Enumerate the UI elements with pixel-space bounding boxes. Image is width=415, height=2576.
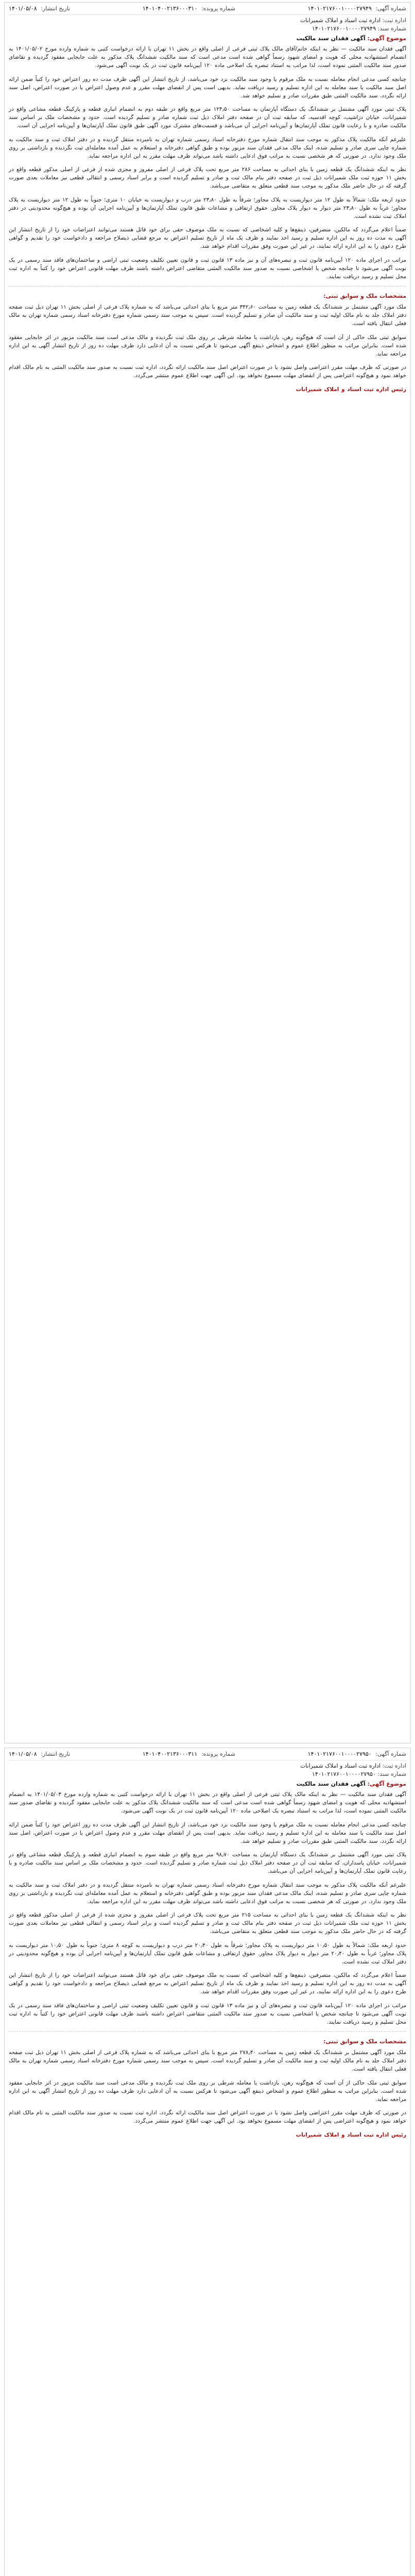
section-paragraph: ملک مورد آگهی مشتمل بر ششدانگ یک قطعه زمین به مساحت ۲۷۸٫۴۰ متر مربع با بنای احداثی می‌باشد که به شماره پلاک فرعی از اصلی بخش ۱۱ تهران ذیل ثبت صفحه دفتر املاک جلد به نام مالک اولیه ثبت و سند مالکیت آن صادر و تسلیم گردیده است. سپس به موجب سند رسمی شماره مورخ دفترخانه اسناد رسمی شماره تهران به مالک فعلی انتقال یافته است. [9,2049,406,2072]
section-paragraph: در صورتی که ظرف مهلت مقرر اعتراضی واصل نشود یا در صورت اعتراض اصل سند مالکیت ارائه نگردد، اداره ثبت نسبت به صدور سند مالکیت المثنی به نام مالک اقدام خواهد نمود و هیچ‌گونه اعتراضی پس از انقضای مهلت مسموع نخواهد بود. این آگهی جهت اطلاع عموم منتشر می‌گردد. [9,2110,406,2124]
office-label: اداره ثبت: [382,17,406,24]
body-paragraph: علیرغم آنکه مالکیت پلاک مذکور به موجب سند انتقال شماره مورخ دفترخانه اسناد رسمی شماره تهران به نامبرده منتقل گردیده و در دفتر املاک ثبت و سند مالکیت به شماره چاپی سری صادر و تسلیم شده، اینک مالک مدعی فقدان سند مزبور بوده و طبق گواهی دفترخانه و استعلام به عمل آمده معامله‌ای ثبت نگردیده و بازداشتی بر روی ملک وجود ندارد. در صورتی که هر شخصی نسبت به مراتب فوق ادعایی داشته باشد می‌تواند ظرف مهلت مقرر به این اداره مراجعه نماید. [9,1882,406,1905]
body-paragraph: ضمناً اعلام می‌گردد که مالکین، متصرفین، ذینفع‌ها و کلیه اشخاصی که نسبت به ملک موصوف حقی برای خود قائل هستند می‌توانند اعتراضات خود را از تاریخ انتشار این آگهی به مدت ده روز به این اداره تسلیم و رسید اخذ نمایند و ظرف یک ماه از تاریخ تسلیم اعتراض به مرجع قضایی ذیصلاح مراجعه و دادخواست خود را تقدیم و گواهی طرح دعوی را به این اداره ارائه نمایند، در غیر این صورت وفق مقررات اقدام خواهد شد. [9,1972,406,1995]
office-line [9,16,406,25]
document-number-line [9,25,406,33]
publish-number-value: ۱۴۰۱۰۲۱۷۶۰۰۱۰۰۰۰۲۷۹۵۰ [307,1751,372,1757]
body-paragraph: چنانچه کسی مدعی انجام معامله نسبت به ملک مرقوم یا وجود سند مالکیت نزد خود می‌باشد، از تاریخ انتشار این آگهی ظرف مدت ده روز اعتراض خود را کتباً ضمن ارائه اصل سند مالکیت یا سند معامله به این اداره تسلیم و رسید دریافت نماید. بدیهی است پس از انقضای مهلت مقرر و عدم وصول اعتراض یا در صورت اعتراض، اصل سند ارائه نگردد، سند مالکیت المثنی طبق مقررات صادر و تسلیم خواهد شد. [9,1821,406,1844]
subject-value: آگهی فقدان سند مالکیت [296,35,366,42]
notice-1 [4,2,411,1743]
section-title: مشخصات ملک و سوابق ثبتی: [323,293,406,299]
publish-date-value: ۱۴۰۱/۰۵/۰۸ [9,5,37,12]
body-paragraph: مراتب در اجرای ماده ۱۲۰ آیین‌نامه قانون ثبت و تبصره‌های آن و نیز ماده ۱۳ قانون ثبت و قانون تعیین تکلیف وضعیت ثبتی اراضی و ساختمان‌های فاقد سند رسمی در یک نوبت آگهی می‌شود تا چنانچه شخص یا اشخاصی نسبت به صدور سند مالکیت المثنی متقاضی اعتراض داشته باشند ظرف مهلت قانونی اعتراض خود را کتباً به اداره ثبت محل تسلیم و رسید دریافت نمایند. [9,2002,406,2025]
body-paragraph: ضمناً اعلام می‌گردد که مالکین، متصرفین، ذینفع‌ها و کلیه اشخاصی که نسبت به ملک موصوف حقی برای خود قائل هستند می‌توانند اعتراضات خود را از تاریخ انتشار این آگهی به مدت ده روز به این اداره تسلیم و رسید اخذ نمایند و ظرف یک ماه از تاریخ تسلیم اعتراض به مرجع قضایی ذیصلاح مراجعه و دادخواست خود را تقدیم و گواهی طرح دعوی را به این اداره ارائه نمایند، در غیر این صورت وفق مقررات اقدام خواهد شد. [9,227,406,249]
publish-number-value: ۱۴۰۱۰۲۱۷۶۰۰۱۰۰۰۰۲۷۹۴۹ [307,5,372,12]
section-paragraph: در صورتی که ظرف مهلت مقرر اعتراضی واصل نشود یا در صورت اعتراض اصل سند مالکیت ارائه نگردد، اداره ثبت نسبت به صدور سند مالکیت المثنی به نام مالک اقدام خواهد نمود و هیچ‌گونه اعتراضی پس از انقضای مهلت مسموع نخواهد بود. این آگهی جهت اطلاع عموم منتشر می‌گردد. [9,364,406,379]
office-value: اداره ثبت اسناد و املاک شمیرانات [300,17,381,24]
section-paragraph: سوابق ثبتی ملک حاکی از آن است که هیچ‌گونه رهن، بازداشت یا معامله شرطی بر روی ملک ثبت نگردیده و مالک مدعی است سند مالکیت مزبور در اثر جابجایی مفقود شده است. بنابراین مراتب به منظور اطلاع عموم و اشخاص ذینفع آگهی می‌شود تا هرکس نسبت به آن ادعایی دارد ظرف مهلت ده روز از تاریخ انتشار آگهی به این اداره مراجعه نماید. [9,2079,406,2103]
document-number-value: ۱۴۰۱۰۲۱۷۶۰۰۱۰۰۰۰۲۷۹۵۰ [312,1771,376,1777]
publish-number [308,1750,406,1758]
publish-number-label: شماره آگهی: [375,5,406,12]
file-number-label: شماره پرونده: [201,1751,235,1757]
subject-line [9,1780,406,1788]
section-paragraph: سوابق ثبتی ملک حاکی از آن است که هیچ‌گونه رهن، بازداشت یا معامله شرطی بر روی ملک ثبت نگردیده و مالک مدعی است سند مالکیت مزبور در اثر جابجایی مفقود شده است. بنابراین مراتب به منظور اطلاع عموم و اشخاص ذینفع آگهی می‌شود تا هرکس نسبت به آن ادعایی دارد ظرف مهلت ده روز از تاریخ انتشار آگهی به این اداره مراجعه نماید. [9,334,406,357]
subject-label: موضوع آگهی: [367,35,406,42]
body-paragraph: حدود اربعه ملک: شمالاً به طول ۱۰٫۵۰ متر دیواریست به پلاک مجاور؛ شرقاً به طول ۲۰٫۴۰ متر درب و دیواریست به کوچه ۸ متری؛ جنوباً به طول ۱۰٫۵۰ متر دیواریست به پلاک مجاور؛ غرباً به طول ۲۰٫۴۰ متر دیوار به دیوار پلاک مجاور. حقوق ارتفاقی و مشاعات طبق قانون تملک آپارتمان‌ها و آیین‌نامه اجرایی آن بوده و هیچ‌گونه محدودیتی در دفتر املاک ثبت نشده است. [9,1942,407,1965]
office-label: اداره ثبت: [382,1762,406,1769]
body-paragraph: آگهی فقدان سند مالکیت — نظر به اینکه خانم/آقای مالک پلاک ثبتی فرعی از اصلی واقع در بخش ۱۱ تهران با ارائه درخواست کتبی به شماره وارده مورخ ۱۴۰۱/۰۵/۰۲ به انضمام استشهادیه محلی که هویت و امضای شهود رسماً گواهی شده است مدعی است که سند مالکیت ششدانگ پلاک مذکور به علت جابجایی مفقود گردیده و تقاضای صدور سند مالکیت المثنی نموده است، لذا مراتب به استناد تبصره یک اصلاحی ماده ۱۲۰ آیین‌نامه قانون ثبت در یک نوبت آگهی می‌شود. [9,46,407,69]
document-number-value: ۱۴۰۱۰۲۱۷۶۰۰۱۰۰۰۰۲۷۹۴۹ [312,25,376,32]
document-number-line [9,1770,406,1778]
file-number [143,5,235,13]
signature [9,2131,406,2139]
file-number [143,1750,235,1758]
office-value: اداره ثبت اسناد و املاک شمیرانات [300,1762,381,1769]
body-paragraph: چنانچه کسی مدعی انجام معامله نسبت به ملک مرقوم یا وجود سند مالکیت نزد خود می‌باشد، از تاریخ انتشار این آگهی ظرف مدت ده روز اعتراض خود را کتباً ضمن ارائه اصل سند مالکیت یا سند معامله به این اداره تسلیم و رسید دریافت نماید. بدیهی است پس از انقضای مهلت مقرر و عدم وصول اعتراض یا در صورت اعتراض، اصل سند ارائه نگردد، سند مالکیت المثنی طبق مقررات صادر و تسلیم خواهد شد. [9,76,406,99]
document-number-label: شماره سند: [377,1771,406,1777]
divider [9,2031,406,2032]
subject-value: آگهی فقدان سند مالکیت [296,1781,366,1787]
signature [9,385,406,394]
publish-number [308,5,406,13]
signature-text: رئیس اداره ثبت اسناد و املاک شمیرانات [296,386,406,393]
body-paragraph: نظر به اینکه ششدانگ یک قطعه زمین با بنای احداثی به مساحت ۲۱۵ متر مربع تحت پلاک فرعی از اصلی مفروز و مجزی شده از فرعی از اصلی مذکور قطعه واقع در بخش ۱۱ حوزه ثبت ملک شمیرانات ذیل ثبت در صفحه دفتر بنام مالک ثبت و صادر و تسلیم گردیده است و برابر اسناد رسمی و انتقالی قطعی نیز معاملات بعدی صورت گرفته که در حال حاضر ملک مذکور به موجب سند قطعی متعلق به متقاضی می‌باشد. [9,1912,406,1935]
body-paragraph: آگهی فقدان سند مالکیت — نظر به اینکه مالک پلاک ثبتی فرعی از اصلی واقع در بخش ۱۱ تهران با ارائه درخواست کتبی به شماره وارده مورخ ۱۴۰۱/۰۵/۰۳ به انضمام استشهادیه محلی که هویت و امضای شهود رسماً گواهی شده است مدعی است که سند مالکیت ششدانگ پلاک مذکور به علت جابجایی مفقود گردیده و تقاضای صدور سند مالکیت المثنی نموده است، لذا مراتب به استناد تبصره یک اصلاحی ماده ۱۲۰ آیین‌نامه قانون ثبت در یک نوبت آگهی می‌شود. [9,1791,406,1814]
body-paragraph: پلاک ثبتی مورد آگهی مشتمل بر ششدانگ یک دستگاه آپارتمان به مساحت ۹۸٫۷۰ متر مربع واقع در طبقه سوم به انضمام انباری قطعه و پارکینگ قطعه مشاعی واقع در شمیرانات، خیابان پاسداران، که سابقه ثبت آن در صفحه دفتر املاک ذیل ثبت شماره صادر و تسلیم گردیده است. حدود و مشخصات ملک بر اساس سند مالکیت صادره و با رعایت قانون تملک آپارتمان‌ها و آیین‌نامه اجرایی آن می‌باشد. [9,1852,406,1874]
body-paragraph: حدود اربعه ملک: شمالاً به طول ۱۲ متر دیواریست به پلاک مجاور؛ شرقاً به طول ۲۳٫۸۰ متر درب و دیواریست به خیابان ۱۰ متری؛ جنوباً به طول ۱۲ متر دیواریست به پلاک مجاور؛ غرباً به طول ۲۳٫۸۰ متر دیوار به دیوار پلاک مجاور. حقوق ارتفاقی و مشاعات طبق قانون تملک آپارتمان‌ها و آیین‌نامه اجرایی آن بوده و هیچ‌گونه محدودیتی در دفتر املاک ثبت نشده است. [9,196,406,219]
publish-date-label: تاریخ انتشار: [41,5,71,12]
document-number-label: شماره سند: [377,25,406,32]
file-number-value: ۱۴۰۱۰۴۰۰۲۱۳۶۰۰۰۳۱۱ [142,1751,198,1757]
publish-date [9,5,70,13]
notice-header [9,1750,406,1760]
section-title: مشخصات ملک و سوابق ثبتی: [323,2038,406,2045]
section-paragraph: ملک مورد آگهی مشتمل بر ششدانگ یک قطعه زمین به مساحت ۳۴۲٫۶۰ متر مربع با بنای احداثی می‌باشد که به شماره پلاک فرعی از اصلی بخش ۱۱ تهران ذیل ثبت صفحه دفتر املاک جلد به نام مالک اولیه ثبت و سند مالکیت آن صادر و تسلیم گردیده است. سپس به موجب سند رسمی شماره مورخ دفترخانه اسناد رسمی شماره تهران به مالک فعلی انتقال یافته است. [9,304,406,327]
publish-date [9,1750,70,1758]
body-paragraph: پلاک ثبتی مورد آگهی مشتمل بر ششدانگ یک دستگاه آپارتمان به مساحت ۱۲۴٫۵۰ متر مربع واقع در طبقه دوم به انضمام انباری قطعه و پارکینگ قطعه مشاعی واقع در شمیرانات، خیابان دزاشیب، کوچه اقدسیه، که سابقه ثبت آن در صفحه دفتر املاک ذیل ثبت شماره صادر و تسلیم گردیده است. حدود و مشخصات ملک بر اساس سند مالکیت صادره و با رعایت قانون تملک آپارتمان‌ها و آیین‌نامه اجرایی آن می‌باشد و قسمت‌های مشترک مورد آگهی طبق قانون تملک آپارتمان‌ها و آیین‌نامه اجرایی آن است. [9,106,406,129]
body-paragraph: نظر به اینکه ششدانگ یک قطعه زمین با بنای احداثی به مساحت ۲۸۶ متر مربع تحت پلاک فرعی از اصلی مفروز و مجزی شده از فرعی از اصلی مذکور قطعه واقع در بخش ۱۱ حوزه ثبت ملک شمیرانات ذیل ثبت در صفحه دفتر بنام مالک ثبت و صادر و تسلیم گردیده است و برابر اسناد رسمی و انتقالی قطعی نیز معاملات بعدی صورت گرفته که در حال حاضر ملک مذکور به موجب سند قطعی متعلق به متقاضی می‌باشد. [9,166,406,189]
signature-text: رئیس اداره ثبت اسناد و املاک شمیرانات [296,2131,406,2138]
file-number-label: شماره پرونده: [201,5,235,12]
subject-line [9,34,406,43]
publish-number-label: شماره آگهی: [375,1751,406,1757]
publish-date-label: تاریخ انتشار: [41,1751,71,1757]
subject-label: موضوع آگهی: [367,1781,406,1787]
body-paragraph: مراتب در اجرای ماده ۱۲۰ آیین‌نامه قانون ثبت و تبصره‌های آن و نیز ماده ۱۳ قانون ثبت و قانون تعیین تکلیف وضعیت ثبتی اراضی و ساختمان‌های فاقد سند رسمی در یک نوبت آگهی می‌شود تا چنانچه شخص یا اشخاصی نسبت به صدور سند مالکیت المثنی متقاضی اعتراض داشته باشند ظرف مهلت قانونی اعتراض خود را کتباً به اداره ثبت محل تسلیم و رسید دریافت نمایند. [9,257,406,280]
publish-date-value: ۱۴۰۱/۰۵/۰۸ [9,1751,37,1757]
office-line [9,1762,406,1770]
notice-header [9,5,406,15]
notice-2 [4,1748,411,2576]
file-number-value: ۱۴۰۱۰۴۰۰۲۱۳۶۰۰۰۳۱۰ [142,5,198,12]
body-paragraph: علیرغم آنکه مالکیت پلاک مذکور به موجب سند انتقال شماره مورخ دفترخانه اسناد رسمی شماره تهران به نامبرده منتقل گردیده و در دفتر املاک ثبت و سند مالکیت به شماره چاپی سری صادر و تسلیم شده، اینک مالک مدعی فقدان سند مزبور بوده و طبق گواهی دفترخانه و استعلام به عمل آمده معامله‌ای ثبت نگردیده و بازداشتی بر روی ملک وجود ندارد. در صورتی که هر شخصی نسبت به مراتب فوق ادعایی داشته باشد می‌تواند ظرف مهلت مقرر به این اداره مراجعه نماید. [9,136,406,159]
